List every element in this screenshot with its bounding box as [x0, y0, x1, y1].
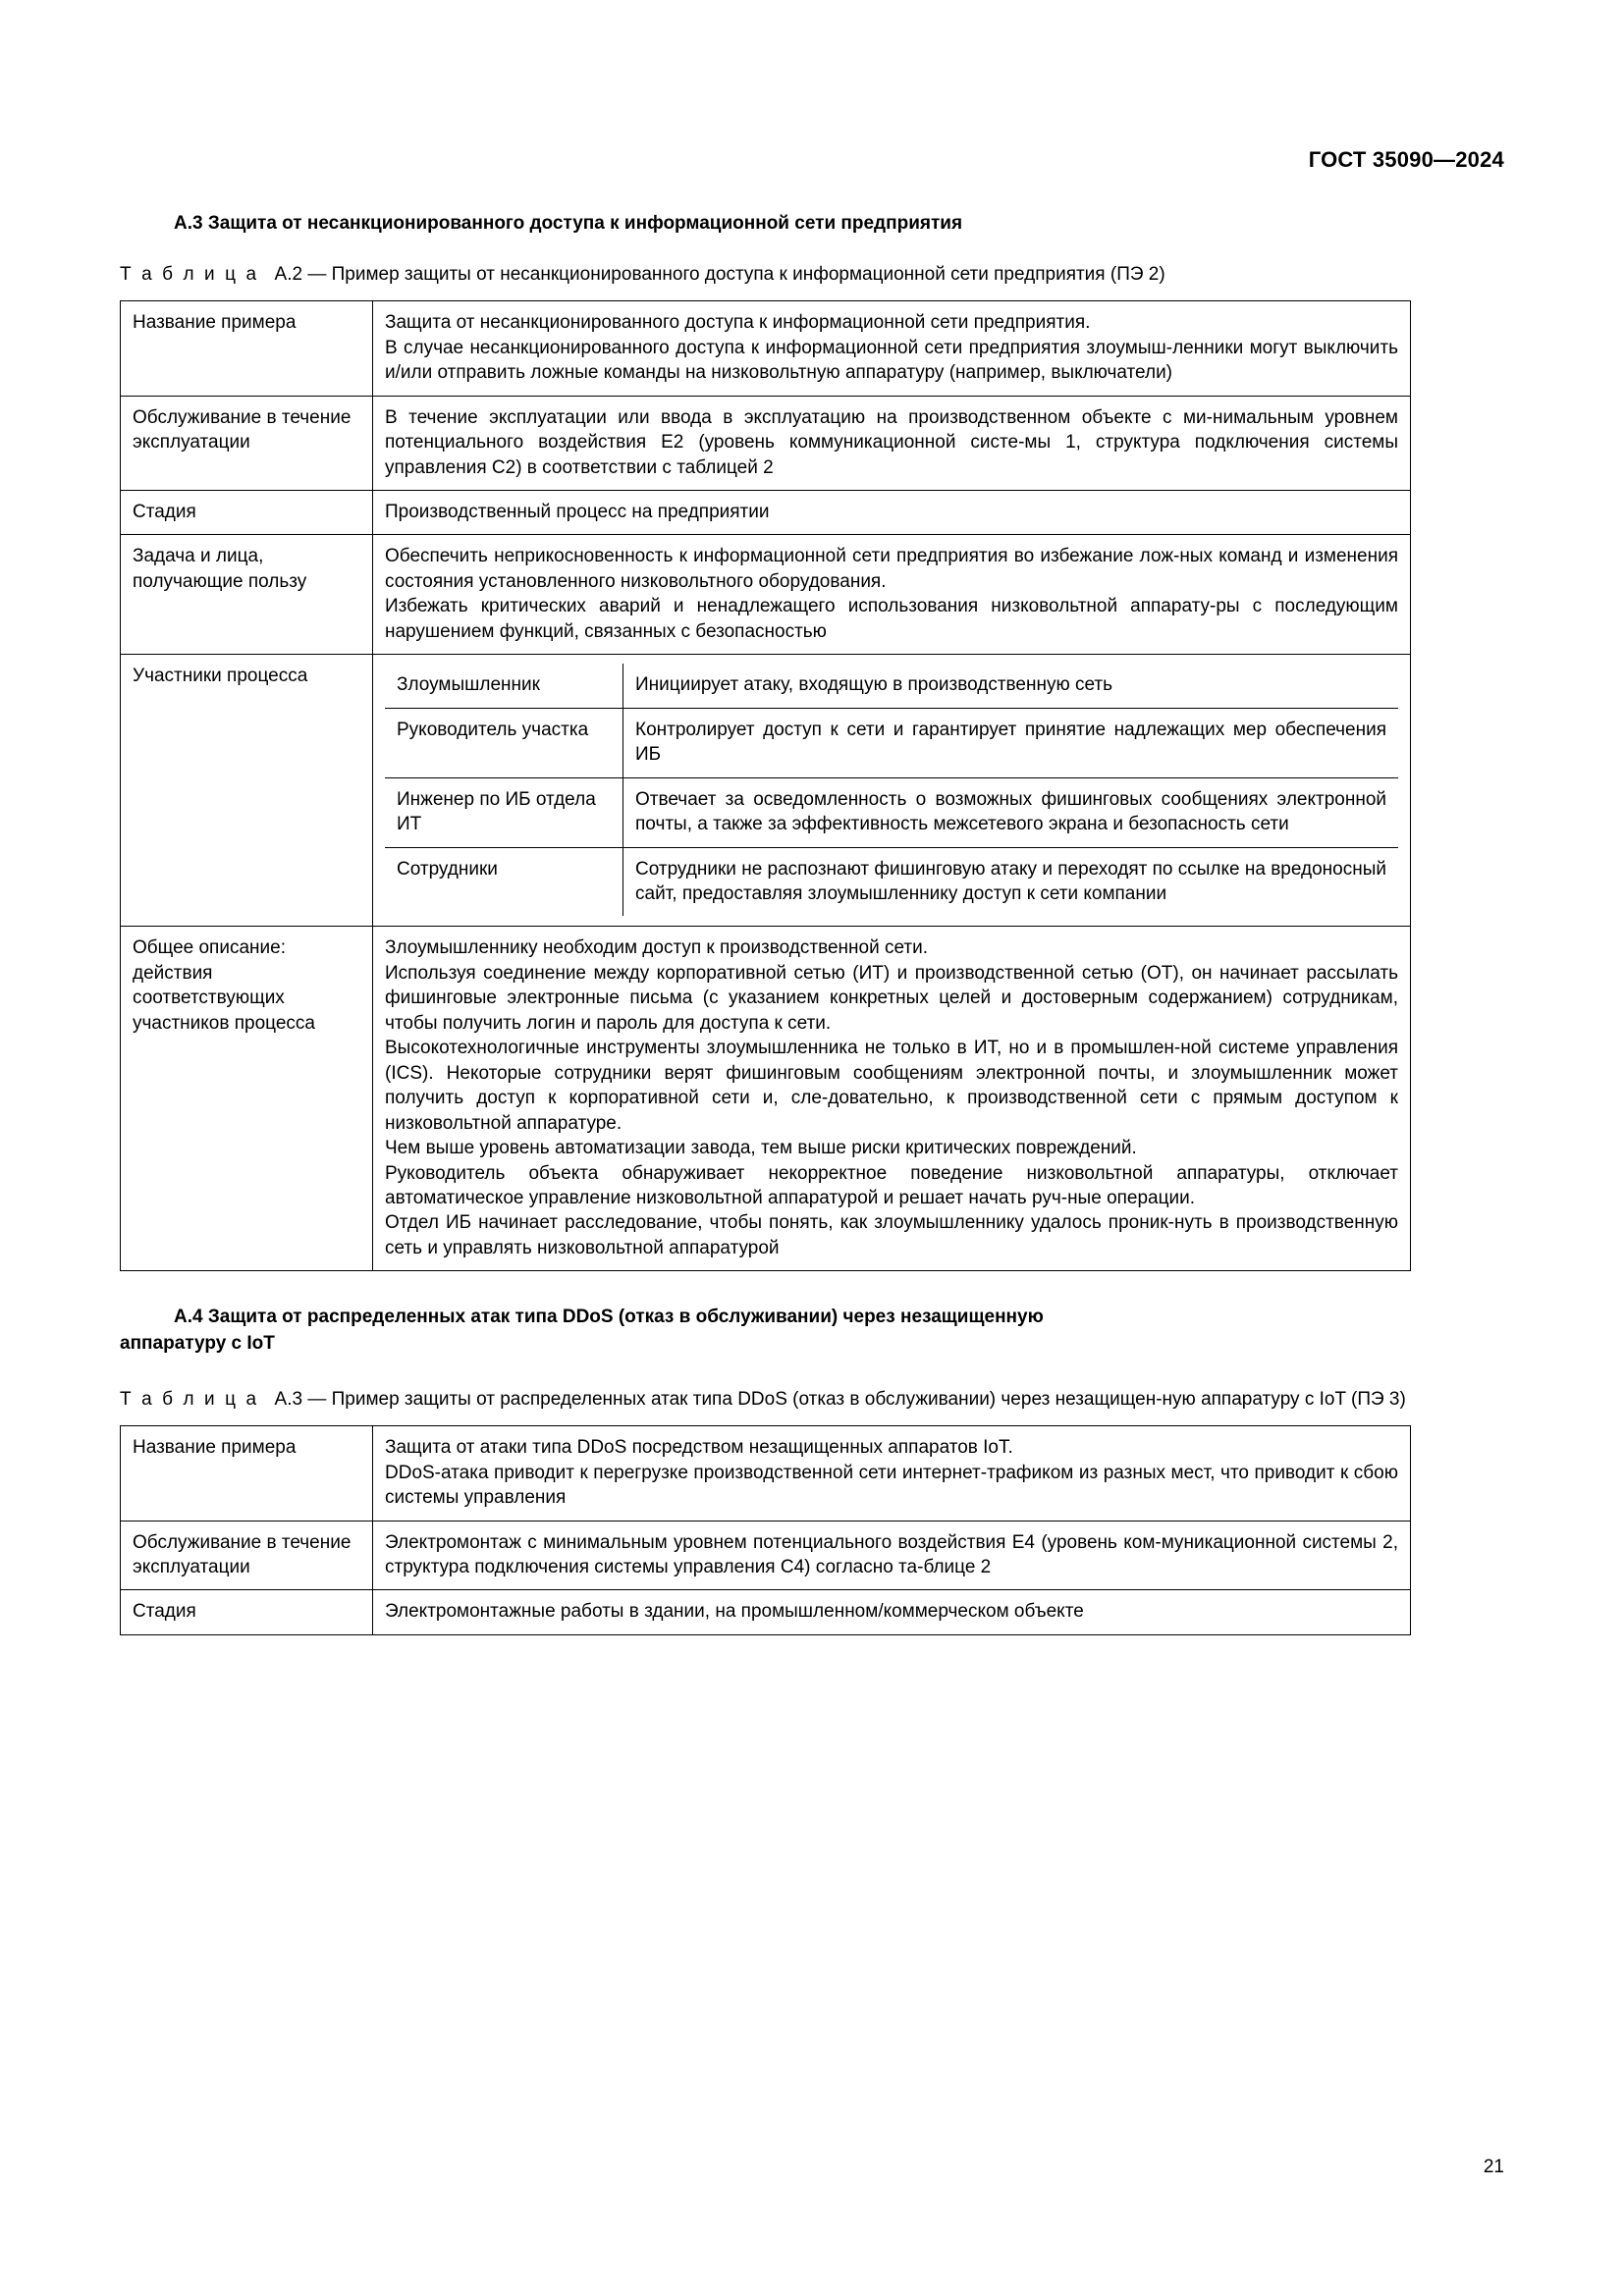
table-a3 — [120, 1425, 1411, 1635]
table-row — [121, 301, 1411, 396]
participant-role: Сотрудники — [397, 858, 498, 880]
row-label: Обслуживание в течение эксплуатации — [121, 1521, 373, 1590]
row-label: Обслуживание в течение эксплуатации — [121, 396, 373, 490]
row-body — [373, 396, 1411, 490]
section-heading-a3: А.3 Защита от несанкционированного доступа к информационной сети предприятия — [174, 213, 963, 234]
row-label: Участники процесса — [121, 655, 373, 927]
participant-row — [385, 847, 1398, 916]
row-label: Название примера — [121, 1426, 373, 1521]
paragraph: Отдел ИБ начинает расследование, чтобы понять, как злоумышленнику удалось проник-нуть в производственную сеть и управлять низковольтной аппаратурой — [385, 1212, 1398, 1258]
section-heading-a4-line1: А.4 Защита от распределенных атак типа DDoS (отказ в обслуживании) через незащищенную — [174, 1307, 1044, 1328]
table-caption-lead: Т а б л и ц а — [120, 1388, 259, 1410]
paragraph: Чем выше уровень автоматизации завода, тем выше риски критических повреждений. — [385, 1138, 1137, 1159]
row-body — [373, 301, 1411, 396]
row-body — [373, 1590, 1411, 1634]
participant-role: Руководитель участка — [385, 708, 623, 777]
row-label: Общее описание: действия соответствующих участников процесса — [121, 927, 373, 1271]
participant-row — [385, 777, 1398, 847]
paragraph: В течение эксплуатации или ввода в эксплуатацию на производственном объекте с ми-нимальным уровнем потенциального воздействия Е2 (уровень коммуникационной систе-мы 1, структура подключения системы управления С2) в соответствии с таблицей 2 — [385, 406, 1398, 478]
paragraph: Электромонтажные работы в здании, на промышленном/коммерческом объекте — [385, 1601, 1084, 1623]
row-label: Стадия — [121, 1590, 373, 1634]
row-label: Стадия — [121, 491, 373, 535]
row-body — [373, 535, 1411, 655]
row-label: Задача и лица, получающие пользу — [121, 535, 373, 655]
table-row-description — [121, 927, 1411, 1271]
table-row — [121, 396, 1411, 490]
participant-row — [385, 664, 1398, 708]
table-caption-lead: Т а б л и ц а — [120, 263, 259, 285]
row-body — [373, 491, 1411, 535]
table-caption-text: А.3 — Пример защиты от распределенных атак типа DDoS (отказ в обслуживании) через незащищен-ную аппаратуру с IoT (ПЭ 3) — [274, 1388, 1406, 1410]
paragraph: DDoS-атака приводит к перегрузке производственной сети интернет-трафиком из разных мест, что приводит к сбою системы управления — [385, 1462, 1398, 1509]
paragraph: Защита от атаки типа DDoS посредством незащищенных аппаратов IoT. — [385, 1437, 1013, 1459]
table-caption-text: А.2 — Пример защиты от несанкционированного доступа к информационной сети предприятия (ПЭ 2) — [274, 263, 1165, 285]
row-body-nested — [373, 655, 1411, 927]
table-row — [121, 1590, 1411, 1634]
participant-role: Инженер по ИБ отдела ИТ — [385, 777, 623, 847]
table-caption-a2 — [120, 262, 1504, 288]
participant-desc: Сотрудники не распознают фишинговую атаку и переходят по ссылке на вредоносный сайт, предоставляя злоумышленнику доступ к сети компании — [623, 847, 1399, 916]
row-body — [373, 1426, 1411, 1521]
participant-desc: Отвечает за осведомленность о возможных фишинговых сообщениях электронной почты, а также за эффективность межсетевого экрана и безопасность сети — [623, 777, 1399, 847]
page-header: ГОСТ 35090—2024 — [1308, 147, 1504, 172]
row-label: Название примера — [121, 301, 373, 396]
table-row — [121, 1521, 1411, 1590]
paragraph: В случае несанкционированного доступа к информационной сети предприятия злоумыш-ленники могут выключить и/или отправить ложные команды на низковольтную аппаратуру (например, выключатели) — [385, 337, 1398, 384]
paragraph: Электромонтаж с минимальным уровнем потенциального воздействия Е4 (уровень ком-муникационной системы 2, структура подключения системы управления С4) согласно та-блице 2 — [385, 1531, 1398, 1577]
participant-desc: Контролирует доступ к сети и гарантирует принятие надлежащих мер обеспечения ИБ — [623, 708, 1399, 777]
table-row — [121, 535, 1411, 655]
section-heading-a4 — [120, 1305, 1504, 1357]
paragraph: Используя соединение между корпоративной сетью (ИТ) и производственной сетью (ОТ), он начинает рассылать фишинговые электронные письма (с указанием конкретных целей и достоверным содержанием) сотрудникам, чтобы получить логин и пароль для доступа к сети. — [385, 962, 1398, 1034]
table-caption-a3 — [120, 1387, 1504, 1413]
participant-role: Злоумышленник — [385, 664, 623, 708]
participant-desc: Инициирует атаку, входящую в производственную сеть — [623, 664, 1399, 708]
paragraph: Производственный процесс на предприятии — [385, 502, 770, 522]
paragraph: Избежать критических аварий и ненадлежащего использования низковольтной аппарату-ры с последующим нарушением функций, связанных с безопасностью — [385, 596, 1398, 642]
participants-table — [385, 664, 1398, 916]
table-row — [121, 1426, 1411, 1521]
row-body — [373, 1521, 1411, 1590]
paragraph: Защита от несанкционированного доступа к информационной сети предприятия. — [385, 312, 1091, 334]
table-row — [121, 491, 1411, 535]
table-a2 — [120, 300, 1411, 1271]
section-heading-a4-line2: аппаратуру с IoT — [120, 1332, 275, 1354]
paragraph: Обеспечить неприкосновенность к информационной сети предприятия во избежание лож-ных команд и изменения состояния установленного низковольтного оборудования. — [385, 546, 1398, 592]
row-body — [373, 927, 1411, 1271]
table-row-participants — [121, 655, 1411, 927]
paragraph: Злоумышленнику необходим доступ к производственной сети. — [385, 937, 929, 959]
paragraph: Руководитель объекта обнаруживает некорректное поведение низковольтной аппаратуры, отключает автоматическое управление низковольтной аппаратурой и решает начать руч-ные операции. — [385, 1162, 1398, 1208]
participant-row — [385, 708, 1398, 777]
page-number: 21 — [1483, 2157, 1504, 2177]
paragraph: Высокотехнологичные инструменты злоумышленника не только в ИТ, но и в промышлен-ной системе управления (ICS). Некоторые сотрудники верят фишинговым сообщениям электронной почты, и злоумышленник может получить доступ к корпоративной сети и, сле-довательно, к производственной сети с прямым доступом к низковольтной аппаратуре. — [385, 1038, 1398, 1134]
page-content — [120, 211, 1504, 1635]
